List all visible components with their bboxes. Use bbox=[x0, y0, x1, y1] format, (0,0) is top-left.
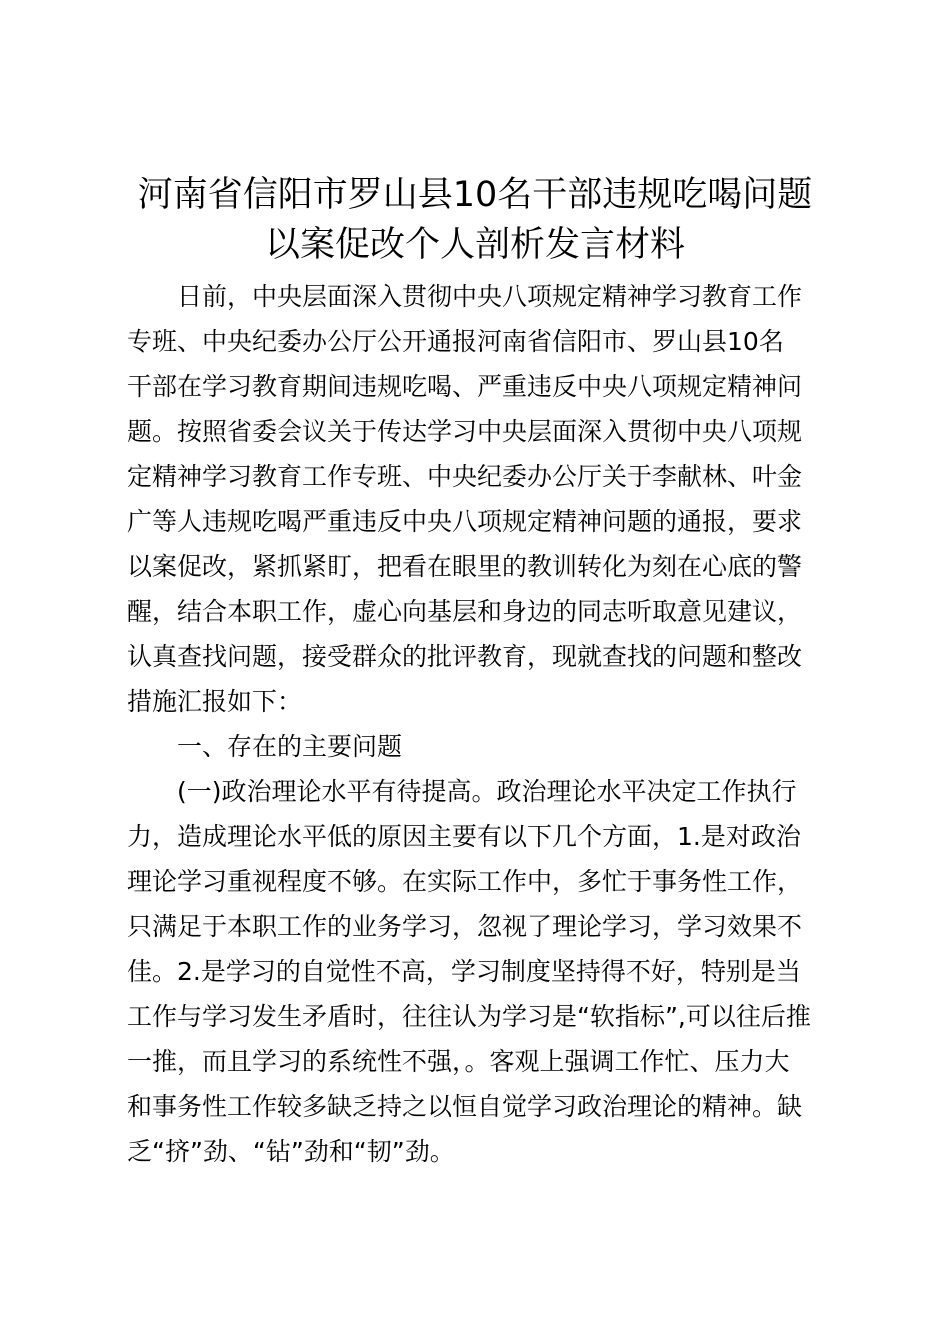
body-line-2: 专班、中央纪委办公厅公开通报河南省信阳市、罗山县10名 bbox=[127, 327, 784, 356]
body-line-17: 工作与学习发生矛盾时，往往认为学习是“软指标”,可以往后推 bbox=[127, 1002, 811, 1031]
body-line-8: 醒，结合本职工作，虚心向基层和身边的同志听取意见建议， bbox=[127, 597, 803, 626]
body-line-10: 措施汇报如下： bbox=[127, 687, 303, 716]
body-line-16: 佳。2.是学习的自觉性不高，学习制度坚持得不好，特别是当 bbox=[127, 957, 801, 986]
section-heading: 一、存在的主要问题 bbox=[177, 732, 403, 761]
body-line-9: 认真查找问题，接受群众的批评教育，现就查找的问题和整改 bbox=[127, 642, 803, 671]
body-line-6: 广等人违规吃喝严重违反中央八项规定精神问题的通报，要求 bbox=[127, 507, 803, 536]
body-line-4: 题。按照省委会议关于传达学习中央层面深入贯彻中央八项规 bbox=[127, 417, 803, 446]
document-title-line-2: 以案促改个人剖析发言材料 bbox=[264, 225, 685, 265]
body-line-7: 以案促改，紧抓紧盯，把看在眼里的教训转化为刻在心底的警 bbox=[127, 552, 803, 581]
body-line-18: 一推，而且学习的系统性不强，。客观上强调工作忙、压力大 bbox=[127, 1047, 790, 1076]
body-line-20: 乏“挤”劲、“钻”劲和“韧”劲。 bbox=[127, 1137, 455, 1166]
body-line-13: 力，造成理论水平低的原因主要有以下几个方面，1.是对政治 bbox=[127, 822, 801, 851]
body-line-5: 定精神学习教育工作专班、中央纪委办公厅关于李献林、叶金 bbox=[127, 462, 803, 491]
body-line-19: 和事务性工作较多缺乏持之以恒自觉学习政治理论的精神。缺 bbox=[127, 1092, 803, 1121]
document-title-line-1: 河南省信阳市罗山县10名干部违规吃喝问题 bbox=[137, 175, 813, 215]
body-line-1: 日前，中央层面深入贯彻中央八项规定精神学习教育工作 bbox=[177, 282, 803, 311]
body-line-3: 干部在学习教育期间违规吃喝、严重违反中央八项规定精神问 bbox=[127, 372, 803, 401]
body-line-15: 只满足于本职工作的业务学习，忽视了理论学习，学习效果不 bbox=[127, 912, 803, 941]
body-line-14: 理论学习重视程度不够。在实际工作中，多忙于事务性工作， bbox=[127, 867, 803, 896]
body-line-12: (一)政治理论水平有待提高。政治理论水平决定工作执行 bbox=[177, 777, 797, 806]
